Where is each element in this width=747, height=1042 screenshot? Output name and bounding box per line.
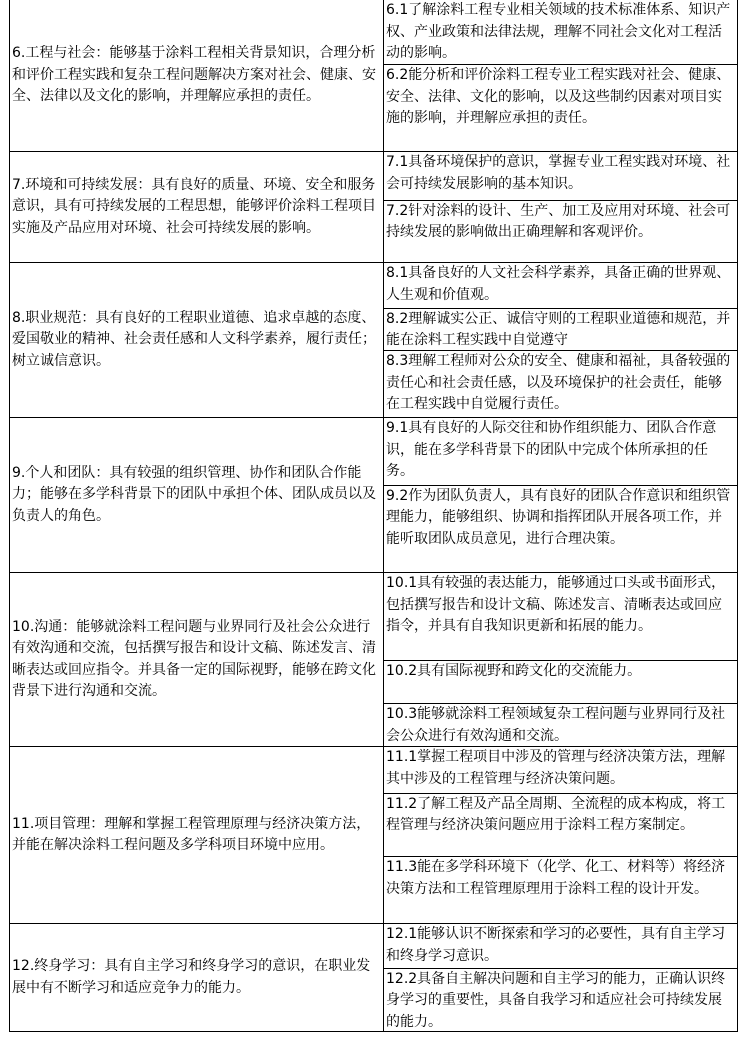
indicator-column	[384, 263, 737, 417]
indicator-cell: 10.3能够就涂料工程领域复杂工程问题与业界同行及社会公众进行有效沟通和交流。	[384, 703, 737, 746]
requirement-cell	[10, 152, 384, 262]
indicator-cell: 12.1能够认识不断探索和学习的必要性，具有自主学习和终身学习意识。	[386, 926, 726, 964]
requirement-cell	[10, 0, 384, 151]
indicator-cell: 8.2理解诚实公正、诚信守则的工程职业道德和规范，并能在涂料工程实践中自觉遵守	[384, 308, 737, 351]
requirement-text: 6.工程与社会：能够基于涂料工程相关背景知识，合理分析和评价工程实践和复杂工程问题解决方案对社会、健康、安全、法律以及文化的影响，并理解应承担的责任。	[12, 45, 376, 105]
requirement-cell	[10, 418, 384, 572]
requirement-cell	[10, 263, 384, 417]
indicator-cell: 6.1了解涂料工程专业相关领域的技术标准体系、知识产权、产业政策和法律法规，理解不同社会文化对工程活动的影响。	[386, 2, 731, 61]
indicator-cell: 9.1具有良好的人际交往和协作组织能力、团队合作意识，能在多学科背景下的团队中完成个体所承担的任务。	[386, 420, 717, 479]
indicator-cell: 12.2具备自主解决问题和自主学习的能力，正确认识终身学习的重要性，具备自我学习和适应社会可持续发展的能力。	[384, 968, 737, 1031]
graduation-requirements-table	[9, 0, 738, 1032]
indicator-cell: 11.1掌握工程项目中涉及的管理与经济决策方法，理解其中涉及的工程管理与经济决策问题。	[386, 749, 726, 787]
indicator-cell: 8.1具备良好的人文社会科学素养，具备正确的世界观、人生观和价值观。	[386, 265, 731, 303]
indicator-cell: 7.1具备环境保护的意识，掌握专业工程实践对环境、社会可持续发展影响的基本知识。	[386, 154, 731, 192]
indicator-column	[384, 0, 737, 151]
indicator-cell: 11.2了解工程及产品全周期、全流程的成本构成，将工程管理与经济决策问题应用于涂料工程方案制定。	[384, 793, 737, 857]
requirement-text: 11.项目管理：理解和掌握工程管理原理与经济决策方法，并能在解决涂料工程问题及多学科项目环境中应用。	[12, 815, 371, 853]
indicator-cell: 6.2能分析和评价涂料工程专业工程实践对社会、健康、安全、法律、文化的影响，以及这些制约因素对项目实施的影响，并理解应承担的责任。	[384, 64, 737, 151]
table-row	[10, 746, 737, 923]
indicator-cell: 8.3理解工程师对公众的安全、健康和福祉，具备较强的责任心和社会责任感，以及环境保护的社会责任，能够在工程实践中自觉履行责任。	[384, 350, 737, 417]
requirement-text: 9.个人和团队：具有较强的组织管理、协作和团队合作能力；能够在多学科背景下的团队中承担个体、团队成员以及负责人的角色。	[12, 464, 376, 524]
requirement-text: 10.沟通：能够就涂料工程问题与业界同行及社会公众进行有效沟通和交流，包括撰写报告和设计文稿、陈述发言、清晰表达或回应指令。并具备一定的国际视野，能够在跨文化背景下进行沟通和交流。	[12, 618, 376, 699]
indicator-column	[384, 573, 737, 746]
table-row	[10, 0, 737, 151]
table-row	[10, 417, 737, 572]
requirement-text: 12.终身学习：具有自主学习和终身学习的意识，在职业发展中有不断学习和适应竞争力的能力。	[12, 958, 371, 996]
indicator-column	[384, 924, 737, 1031]
indicator-cell: 10.2具有国际视野和跨文化的交流能力。	[384, 660, 737, 704]
indicator-cell: 7.2针对涂料的设计、生产、加工及应用对环境、社会可持续发展的影响做出正确理解和客观评价。	[384, 200, 737, 262]
indicator-cell: 10.1具有较强的表达能力，能够通过口头或书面形式，包括撰写报告和设计文稿、陈述发言、清晰表达或回应指令，并具有自我知识更新和拓展的能力。	[386, 575, 726, 634]
indicator-column	[384, 747, 737, 923]
requirement-cell	[10, 573, 384, 746]
indicator-cell: 9.2作为团队负责人，具有良好的团队合作意识和组织管理能力，能够组织、协调和指挥团队开展各项工作，并能听取团队成员意见，进行合理决策。	[384, 485, 737, 572]
table-row	[10, 151, 737, 262]
indicator-column	[384, 152, 737, 262]
requirement-text: 8.职业规范：具有良好的工程职业道德、追求卓越的态度、爱国敬业的精神、社会责任感和人文科学素养，履行责任；树立诚信意识。	[12, 309, 376, 369]
requirement-cell	[10, 747, 384, 923]
table-row	[10, 572, 737, 746]
indicator-cell: 11.3能在多学科环境下（化学、化工、材料等）将经济决策方法和工程管理原理用于涂料工程的设计开发。	[384, 856, 737, 923]
table-row	[10, 923, 737, 1031]
requirement-cell	[10, 924, 384, 1031]
indicator-column	[384, 418, 737, 572]
requirement-text: 7.环境和可持续发展：具有良好的质量、环境、安全和服务意识，具有可持续发展的工程思想，能够评价涂料工程项目实施及产品应用对环境、社会可持续发展的影响。	[12, 176, 376, 236]
table-row	[10, 262, 737, 417]
